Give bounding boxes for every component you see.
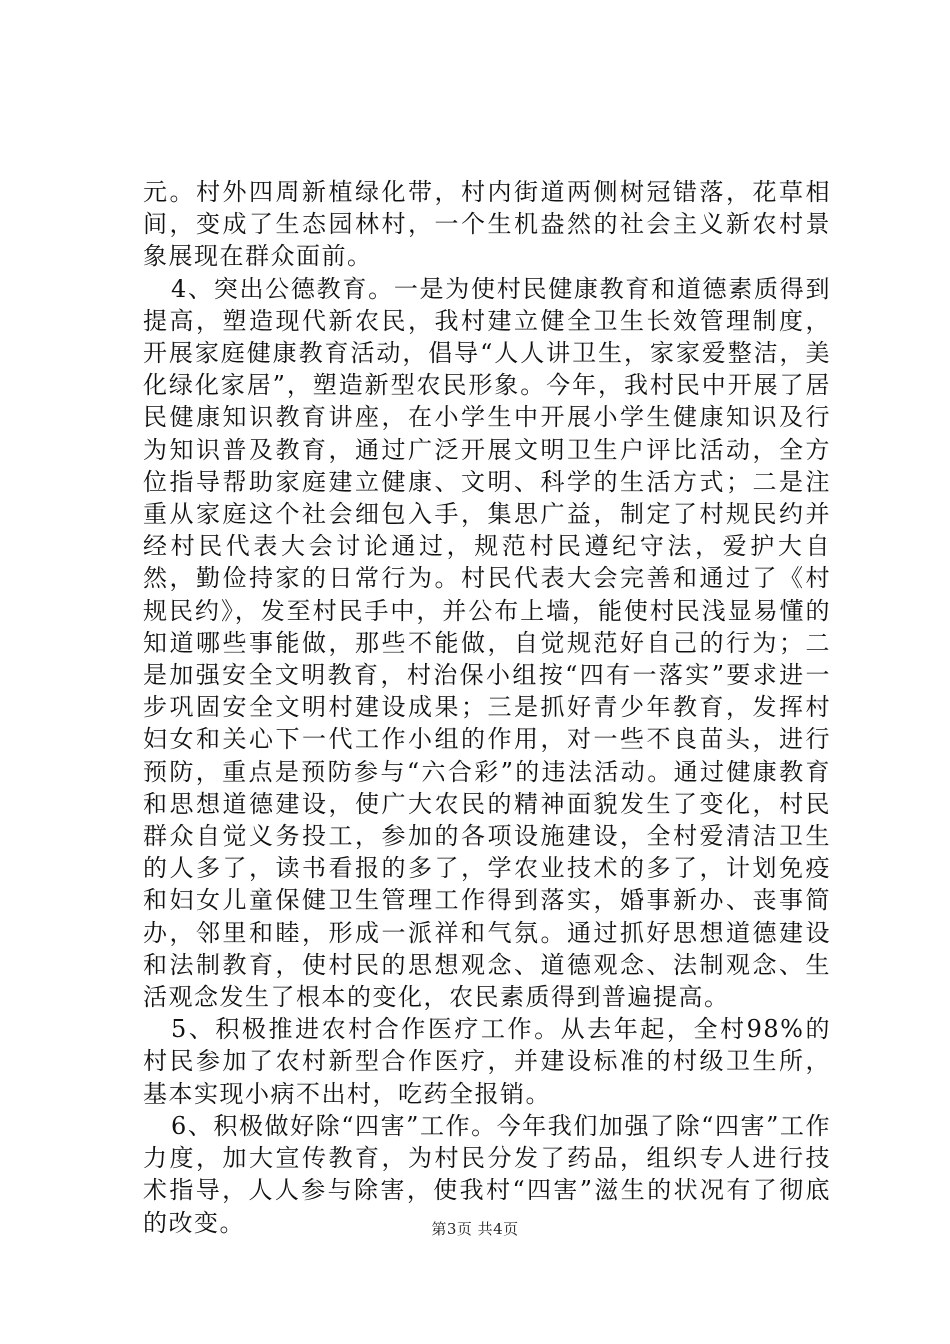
paragraph-four-pests: 6、积极做好除“四害”工作。今年我们加强了除“四害”工作力度，加大宣传教育，为村民分发了药品，组织专人进行技术指导，人人参与除害，使我村“四害”滋生的状况有了彻底的改变。 [143, 1111, 831, 1237]
paragraph-cooperative-medical: 5、积极推进农村合作医疗工作。从去年起，全村98%的村民参加了农村新型合作医疗，并建设标准的村级卫生所，基本实现小病不出村，吃药全报销。 [143, 1015, 831, 1108]
paragraph-continuation: 元。村外四周新植绿化带，村内街道两侧树冠错落，花草相间，变成了生态园林村，一个生机盎然的社会主义新农村景象展现在群众面前。 [143, 178, 831, 271]
paragraph-moral-education: 4、突出公德教育。一是为使村民健康教育和道德素质得到提高，塑造现代新农民，我村建立健全卫生长效管理制度，开展家庭健康教育活动，倡导“人人讲卫生，家家爱整洁，美化绿化家居”，塑造新型农民形象。今年，我村民中开展了居民健康知识教育讲座，在小学生中开展小学生健康知识及行为知识普及教育，通过广泛开展文明卫生户评比活动，全方位指导帮助家庭建立健康、文明、科学的生活方式；二是注重从家庭这个社会细包入手，集思广益，制定了村规民约并经村民代表大会讨论通过，规范村民遵纪守法，爱护大自然，勤俭持家的日常行为。村民代表大会完善和通过了《村规民约》，发至村民手中，并公布上墙，能使村民浅显易懂的知道哪些事能做，那些不能做，自觉规范好自己的行为；二是加强安全文明教育，村治保小组按“四有一落实”要求进一步巩固安全文明村建设成果；三是抓好青少年教育，发挥村妇女和关心下一代工作小组的作用，对一些不良苗头，进行预防，重点是预防参与“六合彩”的违法活动。通过健康教育和思想道德建设，使广大农民的精神面貌发生了变化，村民群众自觉义务投工，参加的各项设施建设，全村爱清洁卫生的人多了，读书看报的多了，学农业技术的多了，计划免疫和妇女儿童保健卫生管理工作得到落实，婚事新办、丧事简办，邻里和睦，形成一派祥和气氛。通过抓好思想道德建设和法制教育，使村民的思想观念、道德观念、法制观念、生活观念发生了根本的变化，农民素质得到普遍提高。 [143, 274, 831, 1012]
document-body [143, 176, 831, 1239]
page-footer: 第3页 共4页 [431, 1220, 519, 1238]
